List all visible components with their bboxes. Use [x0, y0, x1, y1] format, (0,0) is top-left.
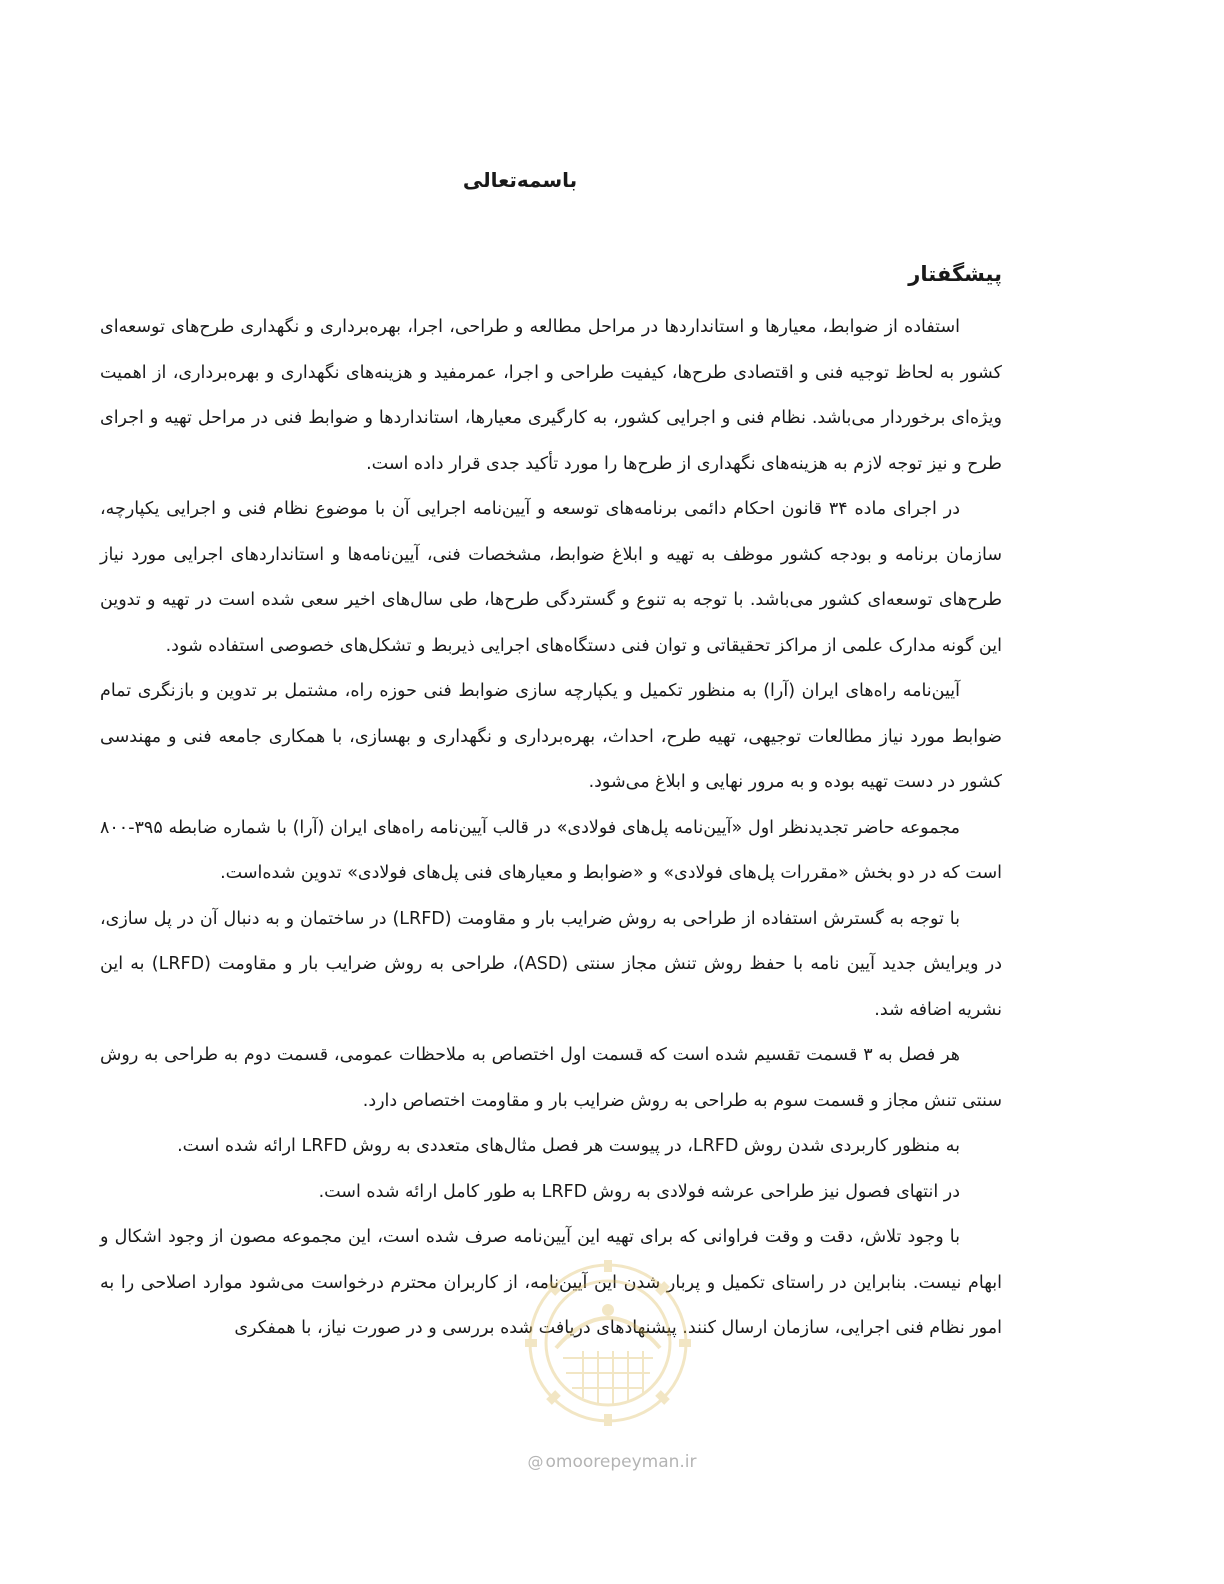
paragraph-3: آیین‌نامه راه‌های ایران (آرا) به منظور تکمیل و یکپارچه سازی ضوابط فنی حوزه راه، مشتمل بر تدوین و بازنگری تمام ضوابط مورد نیاز مطالعات توجیهی، تهیه طرح، احداث، بهره‌برداری و نگهداری و بهسازی، با همکاری جامعه فنی و مهندسی کشور در دست تهیه بوده و به مرور نهایی و ابلاغ می‌شود. — [100, 681, 1002, 792]
paragraph-6: هر فصل به ۳ قسمت تقسیم شده است که قسمت اول اختصاص به ملاحظات عمومی، قسمت دوم به طراحی به روش سنتی تنش مجاز و قسمت سوم به طراحی به روش ضرایب بار و مقاومت اختصاص دارد. — [100, 1045, 1002, 1111]
body-text — [100, 305, 1002, 1352]
paragraph-1: استفاده از ضوابط، معیارها و استانداردها در مراحل مطالعه و طراحی، اجرا، بهره‌برداری و نگهداری طرح‌های توسعه‌ای کشور به لحاظ توجیه فنی و اقتصادی طرح‌ها، کیفیت طراحی و اجرا، عمرمفید و هزینه‌های نگهداری و بهره‌برداری، از اهمیت ویژه‌ای برخوردار می‌باشد. نظام فنی و اجرایی کشور، به کارگیری معیارها، استانداردها و ضوابط فنی در مراحل تهیه و اجرای طرح و نیز توجه لازم به هزینه‌های نگهداری از طرح‌ها را مورد تأکید جدی قرار داده است. — [100, 317, 1002, 474]
at-sign-icon: @ — [527, 1452, 544, 1471]
paragraph-2: در اجرای ماده ۳۴ قانون احکام دائمی برنامه‌های توسعه و آیین‌نامه اجرایی آن با موضوع نظام فنی و اجرایی یکپارچه، سازمان برنامه و بودجه کشور موظف به تهیه و ابلاغ ضوابط، مشخصات فنی، آیین‌نامه‌ها و استانداردهای اجرایی مورد نیاز طرح‌های توسعه‌ای کشور می‌باشد. با توجه به تنوع و گستردگی طرح‌ها، طی سال‌های اخیر سعی شده است در تهیه و تدوین این گونه مدارک علمی از مراکز تحقیقاتی و توان فنی دستگاه‌های اجرایی ذیربط و تشکل‌های خصوصی استفاده شود. — [100, 499, 1002, 656]
footer-url-text: omoorepeyman.ir — [545, 1452, 697, 1472]
paragraph-8: در انتهای فصول نیز طراحی عرشه فولادی به روش LRFD به طور کامل ارائه شده است. — [318, 1181, 960, 1202]
watermark-footer — [0, 1452, 1224, 1472]
paragraph-9: با وجود تلاش، دقت و وقت فراوانی که برای تهیه این آیین‌نامه صرف شده است، این مجموعه مصون از وجود اشکال و ابهام نیست. بنابراین در راستای تکمیل و پربار شدن این آیین‌نامه، از کاربران محترم درخواست می‌شود موارد اصلاحی را به امور نظام فنی اجرایی، سازمان ارسال کنند. پیشنهادهای دریافت شده بررسی و در صورت نیاز، با همفکری — [100, 1227, 1002, 1338]
section-title: پیشگفتار — [908, 262, 1002, 286]
paragraph-7: به منظور کاربردی شدن روش LRFD، در پیوست هر فصل مثال‌های متعددی به روش LRFD ارائه شده است. — [177, 1136, 960, 1156]
page-header-title: باسمه‌تعالی — [462, 168, 578, 192]
paragraph-4: مجموعه حاضر تجدیدنظر اول «آیین‌نامه پل‌های فولادی» در قالب آیین‌نامه راه‌های ایران (آرا) با شماره ضابطه ۳۹۵-۸۰۰ است که در دو بخش «مقررات پل‌های فولادی» و «ضوابط و معیارهای فنی پل‌های فولادی» تدوین شده‌است. — [100, 817, 1002, 883]
paragraph-5: با توجه به گسترش استفاده از طراحی به روش ضرایب بار و مقاومت (LRFD) در ساختمان و به دنبال آن در پل سازی، در ویرایش جدید آیین نامه با حفظ روش تنش مجاز سنتی (ASD)، طراحی به روش ضرایب بار و مقاومت (LRFD) به این نشریه اضافه شد. — [100, 908, 1002, 1020]
